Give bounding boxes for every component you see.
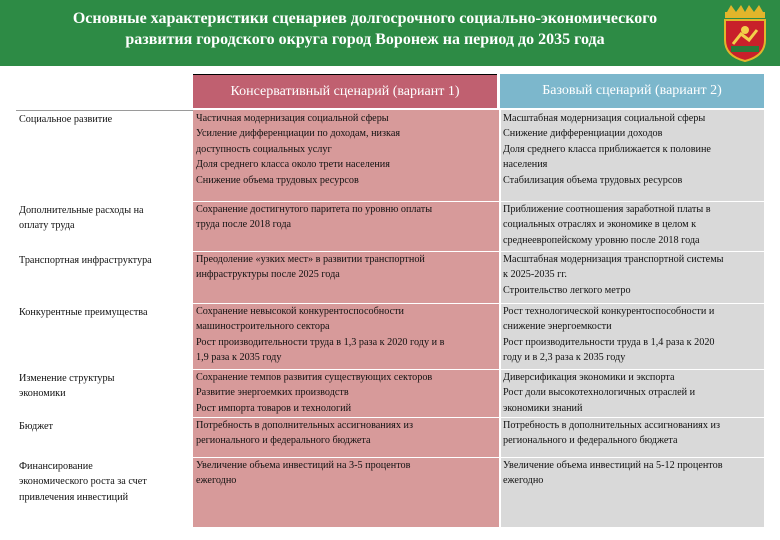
conservative-cell-line: труда после 2018 года [196,219,292,231]
basic-cell-line: Диверсификация экономики и экспорта [503,372,675,383]
basic-cell [500,201,764,251]
row-label-line: Конкурентные преимущества [19,307,148,318]
conservative-cell [193,369,500,417]
conservative-cell-line: Потребность в дополнительных ассигнованиях из [196,420,413,431]
basic-cell-line: Увеличение объема инвестиций на 5-12 процентов [503,460,723,471]
column-divider [499,110,501,527]
row-divider [16,457,764,458]
conservative-cell-line: Сохранение достигнутого паритета по уровню оплаты [196,204,433,215]
row-divider [16,369,764,370]
basic-cell [500,303,764,369]
row-label [16,457,193,527]
row-label [16,201,193,251]
basic-cell [500,251,764,303]
row-label [16,417,193,457]
row-label-line: Изменение структуры [19,373,115,384]
basic-cell-line: Стабилизация объема трудовых ресурсов [503,174,683,186]
coat-of-arms-icon [719,4,771,62]
conservative-cell-line: регионального и федерального бюджета [196,435,371,447]
row-label [16,110,193,201]
conservative-cell [193,251,500,303]
conservative-cell-line: Доля среднего класса около трети населения [196,159,390,171]
basic-cell [500,457,764,527]
basic-cell-line: регионального и федерального бюджета [503,435,678,447]
row-divider [16,417,764,418]
conservative-cell-line: Преодоление «узких мест» в развитии транспортной [196,254,425,265]
conservative-cell-line: машиностроительного сектора [196,321,330,333]
conservative-cell-line: Рост производительности труда в 1,3 раза к 2020 году и в [196,336,445,348]
conservative-cell [193,201,500,251]
row-divider [16,201,764,202]
row-label-line: экономического роста за счет [19,476,147,488]
basic-cell [500,417,764,457]
row-label-line: экономики [19,388,66,400]
row-label-line: Финансирование [19,461,93,472]
basic-cell-line: Потребность в дополнительных ассигнованиях из [503,420,720,431]
title-line-2: развития городского округа город Воронеж на период до 2035 года [125,31,605,48]
conservative-cell-line: Снижение объема трудовых ресурсов [196,174,359,186]
row-label [16,369,193,417]
basic-cell-line: Рост производительности труда в 1,4 раза к 2020 [503,336,715,348]
basic-cell-line: Масштабная модернизация социальной сферы [503,113,706,124]
basic-cell-line: Снижение дифференциации доходов [503,128,663,140]
basic-cell-line: году и в 2,3 раза к 2035 году [503,352,626,364]
conservative-cell-line: Усиление дифференциации по доходам, низкая [196,128,401,140]
basic-cell-line: Доля среднего класса приближается к половине [503,143,711,155]
row-divider [16,303,764,304]
conservative-cell-line: Увеличение объема инвестиций на 3-5 процентов [196,460,411,471]
conservative-cell-line: инфраструктуры после 2025 года [196,269,340,281]
basic-cell-line: Строительство легкого метро [503,284,631,296]
row-label-line: привлечения инвестиций [19,491,129,503]
column-header-conservative: Консервативный сценарий (вариант 1) [193,74,497,108]
basic-cell-line: снижение энергоемкости [503,321,612,333]
title-line-1: Основные характеристики сценариев долгосрочного социально-экономического [72,10,658,27]
basic-cell-line: Масштабная модернизация транспортной системы [503,254,724,265]
basic-cell-line: Рост доли высокотехнологичных отраслей и [503,387,696,399]
row-label-line: Дополнительные расходы на [19,205,144,216]
basic-cell-line: Рост технологической конкурентоспособности и [503,306,715,317]
row-label-line: Бюджет [19,421,54,432]
conservative-cell-line: Развитие энергоемких производств [196,387,349,399]
conservative-cell-line: 1,9 раза к 2035 году [196,352,282,364]
basic-cell-line: ежегодно [503,475,544,487]
basic-cell-line: Приближение соотношения заработной платы в [503,204,711,215]
conservative-cell-line: Частичная модернизация социальной сферы [196,113,389,124]
table-top-border [16,110,193,111]
row-label-line: оплату труда [19,220,75,232]
basic-cell-line: к 2025-2035 гг. [503,269,567,281]
page-title [20,8,710,50]
conservative-cell [193,417,500,457]
conservative-cell [193,110,500,201]
basic-cell-line: экономики знаний [503,402,583,414]
conservative-cell-line: Сохранение темпов развития существующих секторов [196,372,433,383]
row-label [16,251,193,303]
row-label [16,303,193,369]
basic-cell-line: среднеевропейскому уровню после 2018 года [503,234,700,246]
header-bar [0,0,780,66]
basic-cell-line: социальных отраслях и экономике в целом к [503,219,697,231]
conservative-cell-line: Сохранение невысокой конкурентоспособности [196,306,405,317]
basic-cell [500,110,764,201]
conservative-cell [193,457,500,527]
conservative-cell-line: доступность социальных услуг [196,143,332,155]
row-label-line: Социальное развитие [19,114,113,125]
basic-cell-line: населения [503,159,548,171]
basic-cell [500,369,764,417]
row-label-line: Транспортная инфраструктура [19,255,152,266]
conservative-cell-line: ежегодно [196,475,237,487]
conservative-cell [193,303,500,369]
column-header-basic: Базовый сценарий (вариант 2) [500,74,764,108]
row-divider [16,251,764,252]
conservative-cell-line: Рост импорта товаров и технологий [196,402,352,414]
